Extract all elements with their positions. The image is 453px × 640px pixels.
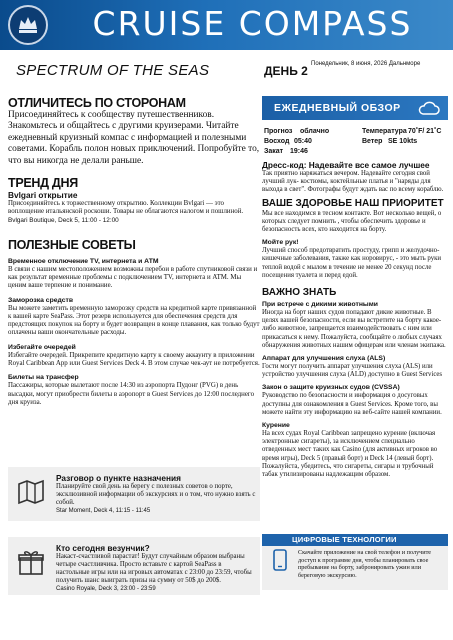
dress-code-title: Дресс-код: Надевайте все самое лучшее	[262, 160, 430, 170]
wildlife-title: При встрече с дикими животными	[262, 301, 378, 309]
trend-subheading: Bvlgari открытие	[8, 190, 78, 201]
right-column	[262, 96, 448, 479]
tip-text: В связи с нашим местоположением возможны перебои в работе спутниковой связи и как результат временные проблемы с подключением TV, интернета и ATM. Мы ценим ваше терпение и понимание.	[8, 265, 258, 290]
weather-wind-label: Ветер	[362, 138, 383, 145]
weather-sunrise-label: Восход	[264, 138, 290, 145]
digital-title: ЦИФРОВЫЕ ТЕХНОЛОГИИ	[262, 534, 448, 546]
cvssa-text: Руководство по безопасности и информация о досуговых доступны для ознакомления в Guest Services. Кроме того, вы можете найти эту информацию на веб-сайте нашей компании.	[262, 392, 442, 416]
digital-text: Скачайте приложение на свой телефон и получите доступ к программе дня, чтобы планировать свое пребывание на борту, забронировать ужин или береговую экскурсию.	[298, 549, 432, 580]
digital-card	[262, 534, 448, 590]
page-title: CRUISE COMPASS	[92, 4, 413, 43]
weather-wind-value: SE 10kts	[388, 138, 418, 145]
tip-title: Временное отключение TV, интернета и АТМ	[8, 257, 159, 265]
trend-heading: ТРЕНД ДНЯ	[8, 176, 78, 191]
weather-sunset-label: Закат	[264, 148, 284, 155]
wash-hands-text: Лучший способ предотвратить простуду, грипп и желудочно-кишечные заболевания, также как норовирус, - это мыть руки теплой водой с мылом в течение не менее 20 секунд после посещения туалета и перед едой.	[262, 247, 442, 279]
winner-text: Накаст-счастливой парастат! Будут случайным образом выбраны четыре счастливчика. Просто вставьте с картой SeaPass в настольные игры или на игровых автоматах с 23:00 до 23:59, чтобы получить шанс выиграть призы на сумму от 50$ до 200$.	[56, 553, 252, 584]
map-icon	[16, 477, 46, 507]
smoking-text: На всех судах Royal Caribbean запрещено курение (включая электронные сигареты), за исключением специально отведенных мест таких как Casino (для активных игроков во время игры), Deck 5 (правый борт) и Deck 14 (левый борт). Пожалуйста, убедитесь, что сигареты, сигары и трубочный табак утилизированы надлежащим образом.	[262, 430, 438, 479]
intro-heading: ОТЛИЧИТЕСЬ ПО СТОРОНАМ	[8, 96, 186, 110]
dress-code-text: Так приятно наряжаться вечером. Надевайте сегодня свой лучший лук- костюмы, коктейльные платья и "наряды для выхода в свет". Фотографы будут ждать вас по всему кораблю.	[262, 170, 444, 194]
overview-banner	[262, 96, 448, 120]
destination-text: Планируйте свой день на берегу с полезных советов о порте, эксклюзивной информации об экскурсиях и о том, что нужно взять с собой.	[56, 483, 256, 506]
issue-date: Понедельник, 8 июня, 2026 Дальнморе	[311, 61, 421, 67]
weather-panel	[262, 128, 448, 158]
tip-text: Вы можете заметить временную заморозку средств на кредитной карте привязанной к вашей карте SeaPass. Этот резерв используется для обеспечения средств для предстоящих покупок на борту и будет возвращен в конце плавания, как только будут оплачены ваши окончательные расходы.	[8, 304, 260, 337]
als-text: Гости могут получить аппарат улучшения слуха (ALS) или устройство улучшения слуха (ALD) доступно в Guest Services	[262, 363, 443, 379]
tip-text: Пассажиры, которые вылетают после 14:30 из аэропорта Пудонг (PVG) в день высадки, могут приобрести билеты в аэропорт в Guest Services до 12:00 последнего дня круиза.	[8, 382, 255, 406]
issue-bar	[0, 58, 453, 86]
crown-anchor-logo	[8, 5, 48, 45]
wash-hands-title: Мойте рук!	[262, 239, 299, 247]
health-heading: ВАШЕ ЗДОРОВЬЕ НАШ ПРИОРИТЕТ	[262, 197, 444, 209]
weather-sky-label: Прогноз	[264, 128, 293, 135]
day-number: ДЕНЬ 2	[264, 64, 308, 78]
destination-meta: Star Moment, Deck 4, 11:15 - 11:45	[56, 508, 151, 514]
als-title: Аппарат для улучшения слуха (ALS)	[262, 355, 386, 363]
tips-heading: ПОЛЕЗНЫЕ СОВЕТЫ	[8, 237, 136, 252]
trend-text: Присоединяйтесь к торжественному открытию. Коллекции Bvlgari — это воплощение итальянской роскоши. Товары не облагаются налогом и пошлиной.	[8, 200, 244, 216]
cvssa-title: Закон о защите круизных судов (CVSSA)	[262, 384, 400, 392]
wildlife-text: Иногда на борт наших судов попадают дикие животные. В целях вашей безопасности, если вы встретите на борту какое-либо животное, запрещается взаимодействовать с ним или прикасаться к нему. Пожалуйста, сообщайте о любых случаях обнаружения животных нашим офицерам или членам экипажа.	[262, 309, 446, 349]
tip-title: Заморозка средств	[8, 296, 74, 304]
important-heading: ВАЖНО ЗНАТЬ	[262, 287, 337, 299]
tip-title: Билеты на трансфер	[8, 374, 79, 382]
gift-icon	[16, 547, 46, 577]
weather-temp-label: Температура	[362, 128, 407, 135]
destination-card	[8, 467, 260, 521]
weather-sunset-value: 19:46	[290, 148, 308, 155]
phone-icon	[268, 548, 292, 572]
weather-sky-value: облачно	[300, 128, 330, 135]
ship-name: SPECTRUM OF THE SEAS	[16, 62, 210, 79]
tip-text: Избегайте очередей. Прикрепите кредитную карту к своему аккаунту в приложении Royal Caribbean App или Guest Services Deck 4. В этом случае чек-аут не потребуется.	[8, 351, 260, 367]
weather-sunrise-value: 05:40	[294, 138, 312, 145]
destination-title: Разговор о пункте назначения	[56, 473, 181, 483]
trend-meta: Bvlgari Boutique, Deck 5, 11:00 - 12:00	[8, 216, 119, 224]
winner-meta: Casino Royale, Deck 3, 23:00 - 23:59	[56, 586, 156, 592]
weather-temp-value: 70˚F/ 21˚C	[408, 128, 442, 135]
winner-card	[8, 537, 260, 595]
cloud-icon	[418, 100, 440, 116]
left-column	[8, 96, 260, 407]
smoking-title: Курение	[262, 422, 290, 430]
overview-heading: ЕЖЕДНЕВНЫЙ ОБЗОР	[274, 102, 401, 114]
health-text: Мы все находимся в тесном контакте. Вот несколько вещей, о которых следует помнить , чтобы обеспечить здоровье и безопасность всех, кто находится на борту.	[262, 209, 442, 234]
masthead	[0, 0, 453, 50]
tip-title: Избегайте очередей	[8, 343, 76, 351]
winner-title: Кто сегодня везунчик?	[56, 543, 150, 553]
intro-text: Присоединяйтесь к сообществу путешественников. Знакомьтесь и общайтесь с другими круизерами. Читайте ежедневный круизный компас с информацией и полезными советами. Корабль полон новых приключений. Попробуйте то, что вы никогда не делали раньше.	[8, 110, 260, 166]
